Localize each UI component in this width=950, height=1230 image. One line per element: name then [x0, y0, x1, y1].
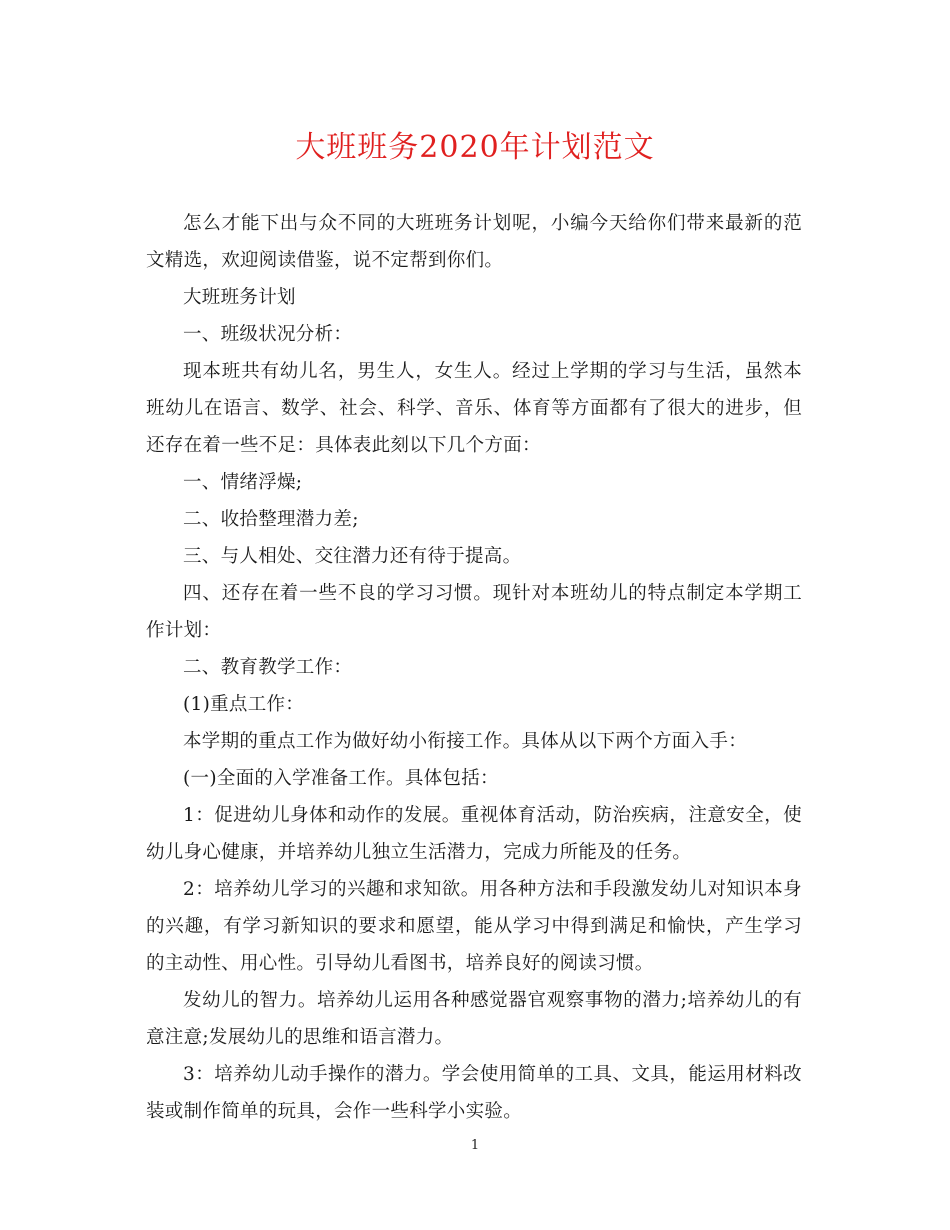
- document-body: [146, 205, 802, 1130]
- paragraph: 本学期的重点工作为做好幼小衔接工作。具体从以下两个方面入手：: [183, 731, 748, 752]
- paragraph: (一)全面的入学准备工作。具体包括：: [183, 768, 499, 789]
- paragraph: 3：培养幼儿动手操作的潜力。学会使用简单的工具、文具，能运用材料改装或制作简单的玩具，会作一些科学小实验。: [146, 1064, 802, 1122]
- paragraph: 一、班级状况分析：: [183, 324, 353, 345]
- paragraph: (1)重点工作：: [183, 694, 305, 715]
- paragraph: 大班班务计划: [183, 287, 296, 308]
- paragraph: 发幼儿的智力。培养幼儿运用各种感觉器官观察事物的潜力;培养幼儿的有意注意;发展幼儿的思维和语言潜力。: [146, 990, 802, 1048]
- paragraph: 三、与人相处、交往潜力还有待于提高。: [183, 546, 522, 567]
- paragraph: 1：促进幼儿身体和动作的发展。重视体育活动，防治疾病，注意安全，使幼儿身心健康，并培养幼儿独立生活潜力，完成力所能及的任务。: [146, 805, 802, 863]
- page-number: 1: [470, 1138, 480, 1153]
- paragraph: 二、教育教学工作：: [183, 657, 353, 678]
- paragraph: 一、情绪浮燥;: [183, 472, 303, 493]
- paragraph: 四、还存在着一些不良的学习习惯。现针对本班幼儿的特点制定本学期工作计划：: [146, 583, 802, 641]
- paragraph: 现本班共有幼儿名，男生人，女生人。经过上学期的学习与生活，虽然本班幼儿在语言、数学、社会、科学、音乐、体育等方面都有了很大的进步，但还存在着一些不足：具体表此刻以下几个方面：: [146, 361, 802, 456]
- document-title: 大班班务2020年计划范文: [295, 130, 655, 165]
- paragraph: 怎么才能下出与众不同的大班班务计划呢，小编今天给你们带来最新的范文精选，欢迎阅读借鉴，说不定帮到你们。: [146, 213, 802, 271]
- paragraph: 2：培养幼儿学习的兴趣和求知欲。用各种方法和手段激发幼儿对知识本身的兴趣，有学习新知识的要求和愿望，能从学习中得到满足和愉快，产生学习的主动性、用心性。引导幼儿看图书，培养良好的阅读习惯。: [146, 879, 802, 974]
- paragraph: 二、收拾整理潜力差;: [183, 509, 359, 530]
